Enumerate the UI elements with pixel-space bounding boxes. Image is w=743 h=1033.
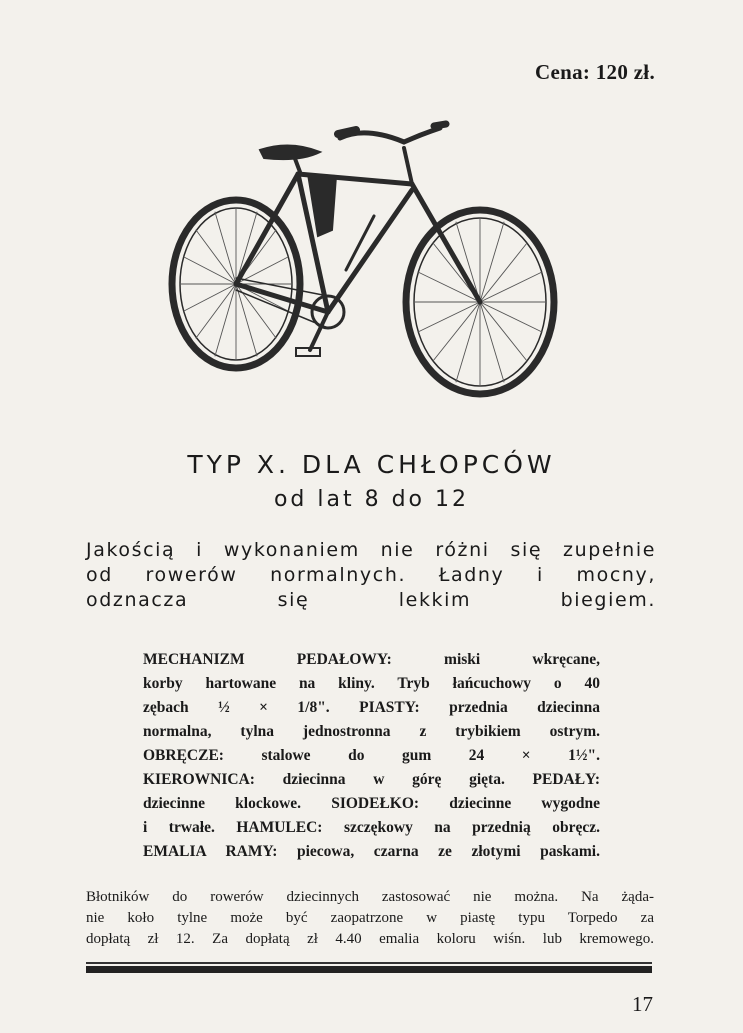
page-number: 17: [632, 992, 653, 1016]
spec-line: KIEROWNICA: dziecinna w górę gięta. PEDAŁY:: [143, 771, 600, 788]
lead-line: od rowerów normalnych. Ładny i mocny,: [86, 564, 656, 586]
spec-line: EMALIA RAMY: piecowa, czarna ze złotymi paskami.: [143, 843, 600, 860]
note-line: nie koło tylne może być zaopatrzone w piastę typu Torpedo za: [86, 910, 654, 926]
price-label: Cena: 120 zł.: [535, 60, 655, 84]
spec-line: korby hartowane na kliny. Tryb łańcuchowy o 40: [143, 675, 600, 692]
spec-line: MECHANIZM PEDAŁOWY: miski wkręcane,: [143, 651, 600, 668]
spec-line: OBRĘCZE: stalowe do gum 24 × 1½".: [143, 747, 600, 764]
note-line: Błotników do rowerów dziecinnych zastosować nie można. Na żąda-: [86, 889, 654, 905]
note-paragraph: [86, 887, 654, 950]
divider-thick: [86, 966, 652, 973]
lead-line: Jakością i wykonaniem nie różni się zupełnie: [86, 539, 656, 561]
lead-paragraph: [86, 538, 656, 613]
spec-line: normalna, tylna jednostronna z trybikiem ostrym.: [143, 723, 600, 740]
specifications-paragraph: [143, 648, 600, 864]
lead-line: odznacza się lekkim biegiem.: [86, 589, 656, 611]
model-subtitle: od lat 8 do 12: [273, 487, 470, 512]
bicycle-icon: [160, 112, 570, 412]
model-title: TYP X. DLA CHŁOPCÓW: [187, 450, 556, 479]
note-line: dopłatą zł 12. Za dopłatą zł 4.40 emalia koloru wiśn. lub kremowego.: [86, 931, 654, 947]
spec-line: zębach ½ × 1/8". PIASTY: przednia dziecinna: [143, 699, 600, 716]
spec-line: i trwałe. HAMULEC: szczękowy na przednią obręcz.: [143, 819, 600, 836]
spec-line: dziecinne klockowe. SIODEŁKO: dziecinne wygodne: [143, 795, 600, 812]
divider-thin: [86, 962, 652, 964]
